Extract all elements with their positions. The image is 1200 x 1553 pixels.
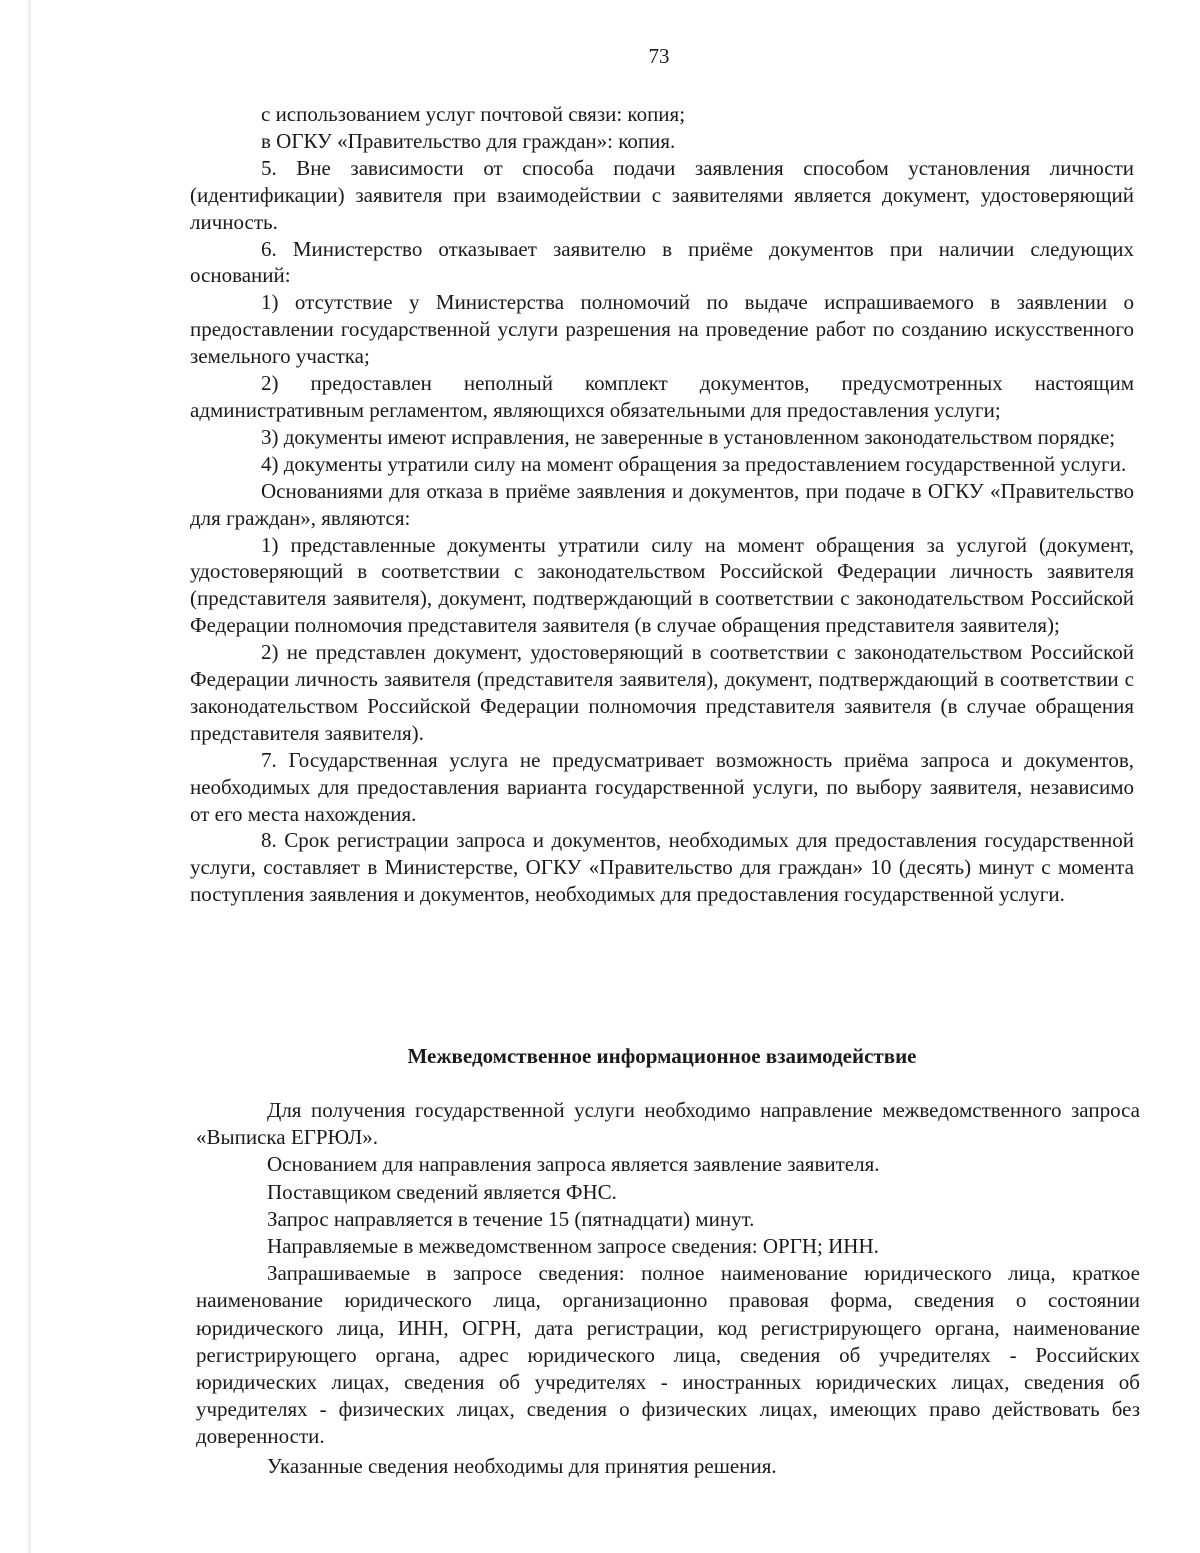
paragraph: 5. Вне зависимости от способа подачи заявления способом установления личности (идентификации) заявителя при взаимодействии с заявителями является документ, удостоверяющий личность. <box>190 155 1134 234</box>
paragraph: Основаниями для отказа в приёме заявления и документов, при подаче в ОГКУ «Правительство для граждан», являются: <box>190 478 1134 530</box>
list-item: 2) не представлен документ, удостоверяющий в соответствии с законодательством Российской Федерации личность заявителя (представителя заявителя), документ, подтверждающий в соответствии с законодательством Российской Федерации полномочия представителя заявителя (в случае обращения представителя заявителя). <box>190 640 1134 745</box>
list-item: 1) представленные документы утратили силу на момент обращения за услугой (документ, удостоверяющий в соответствии с законодательством Российской Федерации личность заявителя (представителя заявителя), документ, подтверждающий в соответствии с законодательством Российской Федерации полномочия представителя заявителя (в случае обращения представителя заявителя); <box>190 532 1134 638</box>
paragraph: 6. Министерство отказывает заявителю в приёме документов при наличии следующих оснований: <box>190 236 1134 288</box>
list-item: 1) отсутствие у Министерства полномочий по выдаче испрашиваемого в заявлении о предоставлении государственной услуги разрешения на проведение работ по созданию искусственного земельного участка; <box>190 290 1134 369</box>
scan-edge-shadow <box>28 0 31 1553</box>
paragraph: Поставщиком сведений является ФНС. <box>267 1179 617 1204</box>
paragraph: с использованием услуг почтовой связи: копия; <box>261 102 686 126</box>
list-item: 4) документы утратили силу на момент обращения за предоставлением государственной услуги. <box>261 451 1127 476</box>
list-item: 2) предоставлен неполный комплект документов, предусмотренных настоящим административным регламентом, являющихся обязательными для предоставления услуги; <box>190 371 1134 422</box>
page-number: 73 <box>648 44 670 68</box>
section-body <box>196 1097 1140 1480</box>
paragraph: Основанием для направления запроса является заявление заявителя. <box>267 1152 880 1177</box>
paragraph: Для получения государственной услуги необходимо направление межведомственного запроса «Выписка ЕГРЮЛ». <box>196 1098 1140 1150</box>
paragraph: 8. Срок регистрации запроса и документов, необходимых для предоставления государственной услуги, составляет в Министерстве, ОГКУ «Правительство для граждан» 10 (десять) минут с момента поступления заявления и документов, необходимых для предоставления государственной услуги. <box>190 828 1134 907</box>
paragraph: Направляемые в межведомственном запросе сведения: ОРГН; ИНН. <box>267 1234 879 1259</box>
section-heading: Межведомственное информационное взаимодействие <box>407 1044 917 1068</box>
paragraph: Запрашиваемые в запросе сведения: полное наименование юридического лица, краткое наименование юридического лица, организационно правовая форма, сведения о состоянии юридического лица, ИНН, ОГРН, дата регистрации, код регистрирующего органа, наименование регистрирующего органа, адрес юридического лица, сведения об учредителях - Российских юридических лицах, сведения об учредителях - иностранных юридических лицах, сведения об учредителях - физических лицах, сведения о физических лицах, имеющих право действовать без доверенности. <box>196 1261 1140 1449</box>
paragraph: 7. Государственная услуга не предусматривает возможность приёма запроса и документов, необходимых для предоставления варианта государственной услуги, по выбору заявителя, независимо от его места нахождения. <box>190 747 1134 826</box>
list-item: 3) документы имеют исправления, не заверенные в установленном законодательством порядке; <box>261 424 1116 449</box>
paragraph: Указанные сведения необходимы для принятия решения. <box>267 1453 777 1478</box>
paragraph: в ОГКУ «Правительство для граждан»: копия. <box>261 128 676 153</box>
paragraph: Запрос направляется в течение 15 (пятнадцати) минут. <box>267 1206 755 1231</box>
document-body <box>190 101 1134 908</box>
